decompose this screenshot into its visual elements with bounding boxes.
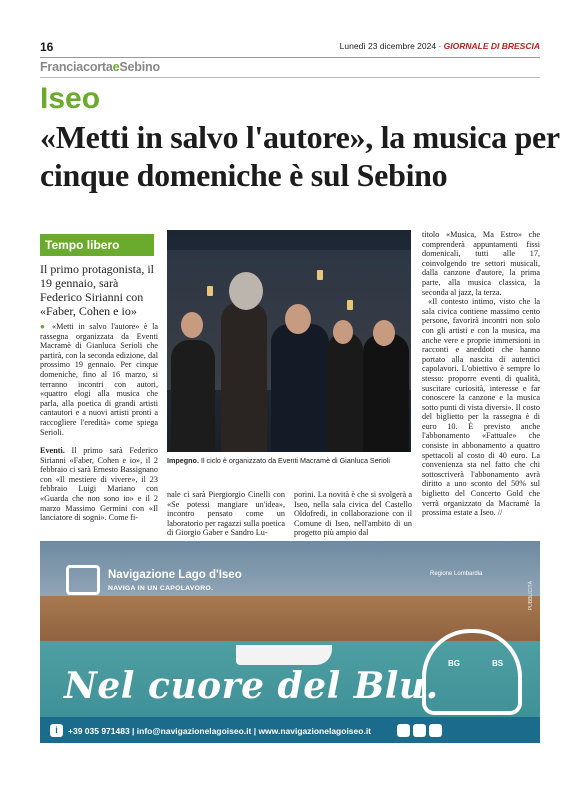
photo-person-head: [285, 304, 311, 334]
body-column-1a: [40, 322, 158, 437]
info-icon: i: [50, 724, 63, 737]
photo-person-head: [181, 312, 203, 338]
badge-bg: BG: [448, 659, 460, 668]
article-headline: «Metti in salvo l'autore», la musica per cinque domeniche è sul Sebino: [40, 119, 560, 193]
body-paragraph-4: porini. La novità è che si svolgerà a Iseo, nella sala civica del Castello Oldofredi, in collaborazione con il Comune di Iseo, nell'ambito di un progetto più ampio dal: [294, 490, 412, 538]
category-tag: Tempo libero: [40, 234, 154, 256]
body-column-4: [422, 230, 540, 518]
photo-person-head: [333, 320, 353, 344]
ad-boat: [236, 645, 332, 665]
top-rule: [40, 57, 540, 58]
heart-logo-icon: [422, 629, 522, 715]
section-part-2: e: [112, 60, 120, 74]
body-paragraph-2: Il primo sarà Federico Sirianni «Faber, Cohen e io», il 2 febbraio ci sarà Ernesto Bassignano con «Il mestiere di vivere», il 23 febbraio Luigi Mariano con «Guarda che non sono io» e il 2 marzo Massimo Germini con «Il lanciatore di sogni». Come fi-: [40, 446, 158, 523]
section-part-1: Franciacorta: [40, 60, 113, 74]
ad-slogan: Nel cuore del Blu.: [64, 665, 439, 707]
facebook-icon[interactable]: [397, 724, 410, 737]
section-title: [40, 60, 160, 74]
article-photo: [167, 230, 411, 452]
photo-person-head: [373, 320, 395, 346]
photo-person: [363, 334, 409, 452]
body-paragraph-3: nale ci sarà Piergiorgio Cinelli con «Se potessi mangiare un'idea», incontro pensato come un laboratorio per ragazzi sulla poetica di Giorgio Gaber e Sandro Lu-: [167, 490, 285, 538]
photo-person: [327, 332, 363, 452]
section-part-3: Sebino: [119, 60, 160, 74]
caption-text: Il ciclo è organizzato da Eventi Macramè di Gianluca Serioli: [198, 456, 390, 465]
ad-brand: Navigazione Lago d'Iseo: [108, 569, 242, 581]
photo-person-hair: [229, 272, 263, 310]
body-column-2: [167, 490, 285, 538]
kicker-location: Iseo: [40, 82, 101, 115]
body-paragraph-6: «Il contesto intimo, visto che la sala civica contiene massimo cento persone, favorirà incontri non solo con gli artisti e con la musica, ma anche vere e proprie immersioni in racconti e aneddoti che hanno portato alla nascita di autentici capolavori. L'obiettivo è sempre lo stesso: proporre eventi di qualità, suscitare curiosità, interesse e far conoscere la canzone e la musica sotto punti di vista diversi». Il costo del biglietto per la rassegna è di euro 10. È previsto anche l'abbonamento «Fattuale» che consiste in abbonamento a quattro spettacoli al costo di 40 euro. La convenienza sta nel fatto che chi sottoscriverà l'abbonamento avrà diritto a uno sconto del 50% sul biglietto del Concerto Gold che verrà organizzato da Macramè la prossima estate a Iseo. //: [422, 297, 540, 518]
article-subhead: Il primo protagonista, il 19 gennaio, sarà Federico Sirianni con «Faber, Cohen e io»: [40, 262, 154, 318]
ad-label: PUBBLICITÀ: [528, 581, 534, 611]
badge-bs: BS: [492, 659, 504, 668]
issue-date: Lunedì 23 dicembre 2024: [339, 41, 437, 51]
newspaper-name: GIORNALE DI BRESCIA: [443, 41, 540, 51]
linkedin-icon[interactable]: [429, 724, 442, 737]
folio-right: [340, 41, 540, 51]
caption-lead: Impegno.: [167, 456, 199, 465]
ad-contacts[interactable]: +39 035 971483 | info@navigazionelagoiseo.it | www.navigazionelagoiseo.it: [68, 726, 372, 736]
photo-person: [221, 302, 267, 452]
body-paragraph-5: titolo «Musica, Ma Estro» che comprenderà appuntamenti fissi domenicali, tutti alle 17, coinvolgendo tre settori musicali, dalla canzone d'autore, la prima parte, alla musica classica, la seconda al jazz, la terza.: [422, 230, 540, 297]
photo-window: [207, 286, 213, 296]
page-folio: [40, 40, 540, 54]
photo-caption: [167, 456, 411, 465]
body-column-3: [294, 490, 412, 538]
photo-person: [271, 324, 329, 452]
body-paragraph-1: «Metti in salvo l'autore» è la rassegna organizzata da Eventi Macramè di Gianluca Serioli che partirà, con la seconda edizione, dal prossimo 19 gennaio. Per cinque domeniche, fino al 16 marzo, si terranno incontri con autori, «quattro elogi alla musica che parla, alla poetica di grandi artisti cantautori e a nuovi artisti pronti a raccogliere l'eredità» come spiega Serioli.: [40, 322, 159, 437]
ad-tagline: NAVIGA IN UN CAPOLAVORO.: [108, 585, 214, 592]
navigazione-logo-icon: [66, 565, 100, 595]
photo-person: [171, 340, 215, 452]
section-rule: [40, 77, 540, 78]
folio-separator: ·: [438, 41, 442, 51]
instagram-icon[interactable]: [413, 724, 426, 737]
regione-lombardia-logo: Regione Lombardia: [430, 571, 483, 577]
body-column-1b: [40, 446, 158, 523]
photo-window: [347, 300, 353, 310]
bullet-icon: ●: [40, 322, 48, 331]
advertisement[interactable]: [40, 541, 540, 743]
page-number: 16: [40, 40, 54, 54]
photo-window: [317, 270, 323, 280]
paragraph-lead: Eventi.: [40, 446, 65, 455]
